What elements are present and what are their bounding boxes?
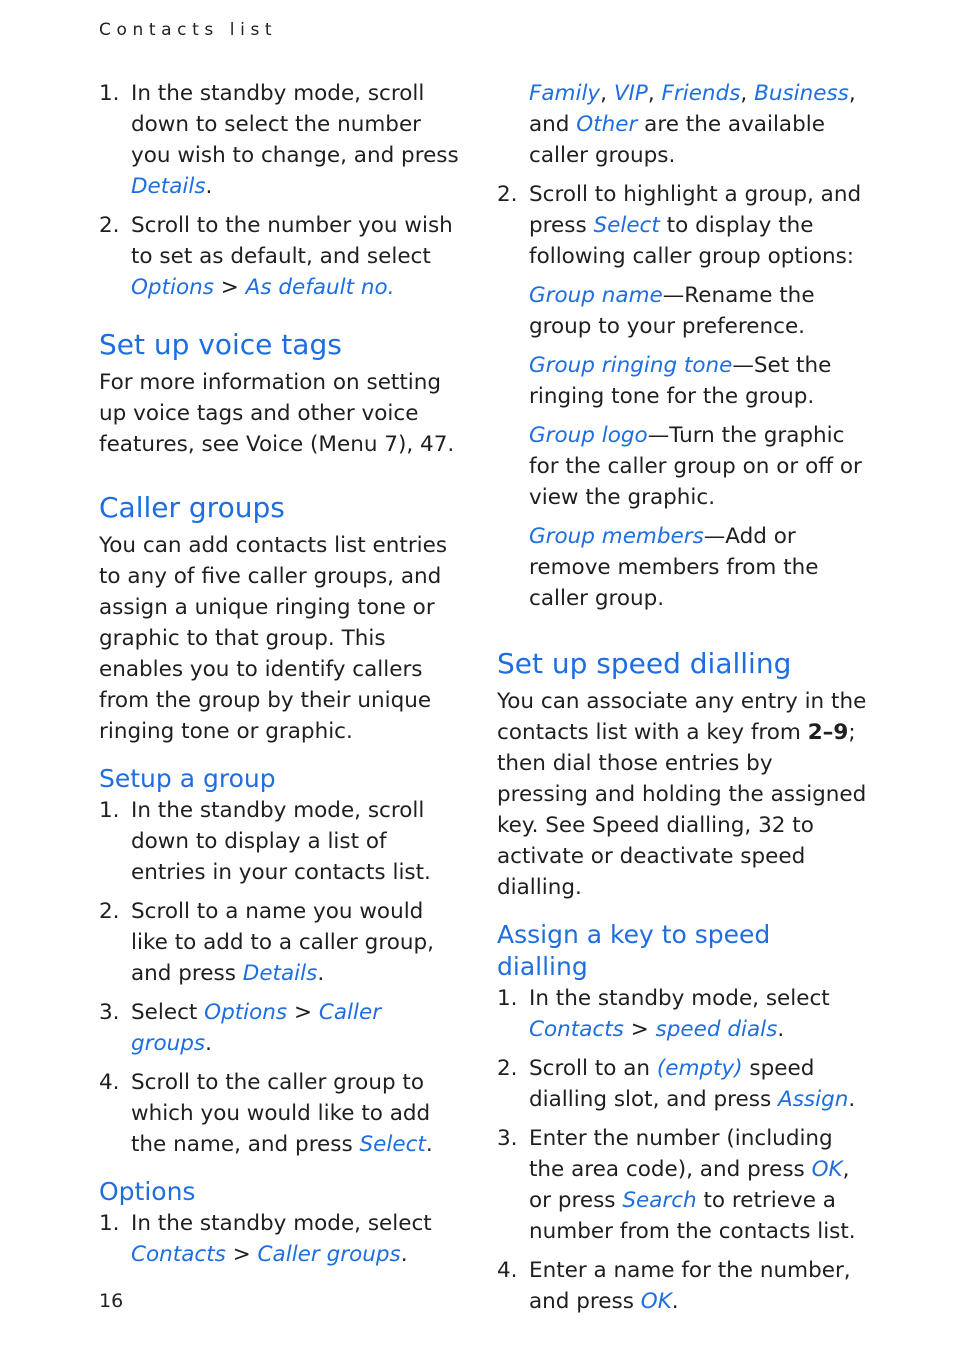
step-text [131,210,464,303]
body-text: Scroll to the caller group to which you would like to add the name, and press [131,1070,431,1157]
softkey-label: Group members [529,524,704,549]
body-text: . [317,961,325,986]
heading-assign-key: Assign a key to speed dialling [497,920,771,981]
softkey-label: Options [204,1000,288,1025]
heading-setup-a-group: Setup a group [99,764,276,793]
body-text: . [777,1017,785,1042]
body-text: You can associate any entry in the contacts list with a key from [497,689,867,745]
step-text [131,997,464,1059]
key-range: 2–9 [807,720,849,745]
body-text: , and [529,81,856,137]
body-text: In the standby mode, select [529,986,830,1011]
body-text: —Rename the group to your preference. [529,283,815,339]
step-number: 1. [99,81,120,106]
body-text: . [425,1132,433,1157]
step-number: 2. [497,182,518,207]
step-number: 4. [99,1070,120,1095]
step-number: 2. [99,213,120,238]
softkey-label: As default no. [245,275,395,300]
list-item [99,78,464,202]
list-item [99,210,464,303]
heading-options: Options [99,1177,196,1206]
assign-key-steps [497,983,867,1317]
heading-caller-groups: Caller groups [99,491,285,524]
page-number: 16 [99,1290,124,1312]
softkey-label: OK [811,1157,843,1182]
body-text: Scroll to the number you wish to set as default, and select [131,213,453,269]
heading-set-up-speed-dialling: Set up speed dialling [497,647,792,680]
step-text [529,1053,867,1115]
step-text [131,795,464,888]
body-text: Enter the number (including the area code), and press [529,1126,833,1182]
list-item [99,1067,464,1160]
softkey-label: Group name [529,283,663,308]
body-text: . [671,1289,679,1314]
option-description [497,280,867,342]
body-text: to display the following caller group options: [529,213,855,269]
body-text: are the available caller groups. [529,112,825,168]
body-text: —Add or remove members from the caller group. [529,524,819,611]
list-item [99,896,464,989]
body-text: . [205,174,213,199]
list-item [497,1053,867,1115]
softkey-label: (empty) [656,1056,743,1081]
step-number: 1. [99,1211,120,1236]
options-continued [497,78,867,614]
step-text [529,1123,867,1247]
step-number: 1. [99,798,120,823]
softkey-label: Caller groups [257,1242,401,1267]
body-text: speed dialling slot, and press [529,1056,815,1112]
softkey-label: Contacts [529,1017,624,1042]
step-text [529,983,867,1045]
body-text: In the standby mode, scroll down to select the number you wish to change, and press [131,81,459,168]
step-text [529,1255,867,1317]
step-number: 2. [497,1056,518,1081]
step-text [131,1067,464,1160]
body-text: Select [131,1000,205,1025]
list-item [497,1123,867,1247]
list-item [99,997,464,1059]
softkey-label: Search [622,1188,697,1213]
heading-set-up-voice-tags: Set up voice tags [99,328,342,361]
caller-groups-paragraph: You can add contacts list entries to any of five caller groups, and assign a unique ringing tone or graphic to that group. This enables you to identify callers from the group by their unique ringing tone or graphic. [99,533,448,744]
body-text: —Turn the graphic for the caller group on or off or view the graphic. [529,423,862,510]
softkey-label: Select [359,1132,426,1157]
softkey-label: Other [576,112,638,137]
list-item [99,1208,464,1270]
body-text: . [848,1087,856,1112]
softkey-label: Group ringing tone [529,353,733,378]
softkey-label: Options [131,275,214,300]
body-text: . [400,1242,408,1267]
body-text: , [600,81,614,106]
voice-tags-paragraph: For more information on setting up voice tags and other voice features, see Voice (Menu 7), 47. [99,370,455,457]
step-number: 3. [99,1000,120,1025]
step-text [131,1208,464,1270]
option-description [497,350,867,412]
body-text: , [647,81,662,106]
softkey-label: VIP [613,81,648,106]
softkey-label: Friends [661,81,741,106]
step-number: 3. [497,1126,518,1151]
step-text [131,896,464,989]
list-item [99,795,464,888]
option-description [497,78,867,171]
list-item [497,1255,867,1317]
body-text: > [287,1000,319,1025]
body-text: Scroll to an [529,1056,657,1081]
softkey-label: OK [640,1289,672,1314]
softkey-label: Select [593,213,660,238]
softkey-label: Contacts [131,1242,226,1267]
softkey-label: Caller groups [131,1000,382,1056]
running-header: Contacts list [99,20,278,40]
body-text: > [225,1242,258,1267]
setup-group-steps [99,795,464,1160]
body-text: Enter a name for the number, and press [529,1258,851,1314]
body-text: —Set the ringing tone for the group. [529,353,832,409]
softkey-label: Details [131,174,206,199]
body-text: , or press [529,1157,850,1213]
options-steps [99,1208,464,1270]
step-number: 2. [99,899,120,924]
option-description [497,420,867,513]
body-text: . [205,1031,212,1056]
speed-dialling-paragraph [497,686,867,903]
separator-text: > [213,275,246,300]
softkey-label: Assign [778,1087,849,1112]
body-text: In the standby mode, scroll down to display a list of entries in your contacts list. [131,798,431,885]
body-text: Scroll to highlight a group, and press [529,182,862,238]
softkey-label: Family [529,81,601,106]
softkey-label: speed dials [655,1017,778,1042]
left-column [99,78,464,1278]
intro-steps [99,78,464,303]
softkey-label: Group logo [529,423,648,448]
step-text [529,179,867,272]
body-text: In the standby mode, select [131,1211,432,1236]
right-column [497,78,867,1325]
body-text: > [623,1017,656,1042]
step-number: 4. [497,1258,518,1283]
step-number: 1. [497,986,518,1011]
body-text: , [740,81,755,106]
body-text: Scroll to a name you would like to add to a caller group, and press [131,899,434,986]
body-text: to retrieve a number from the contacts list. [529,1188,856,1244]
list-item [497,983,867,1045]
step-text [131,78,464,202]
option-description [497,521,867,614]
softkey-label: Business [754,81,849,106]
body-text: ; then dial those entries by pressing and holding the assigned key. See Speed dialling, 32 to activate or deactivate speed dialling. [497,720,867,900]
list-item [497,179,867,272]
softkey-label: Details [242,961,318,986]
